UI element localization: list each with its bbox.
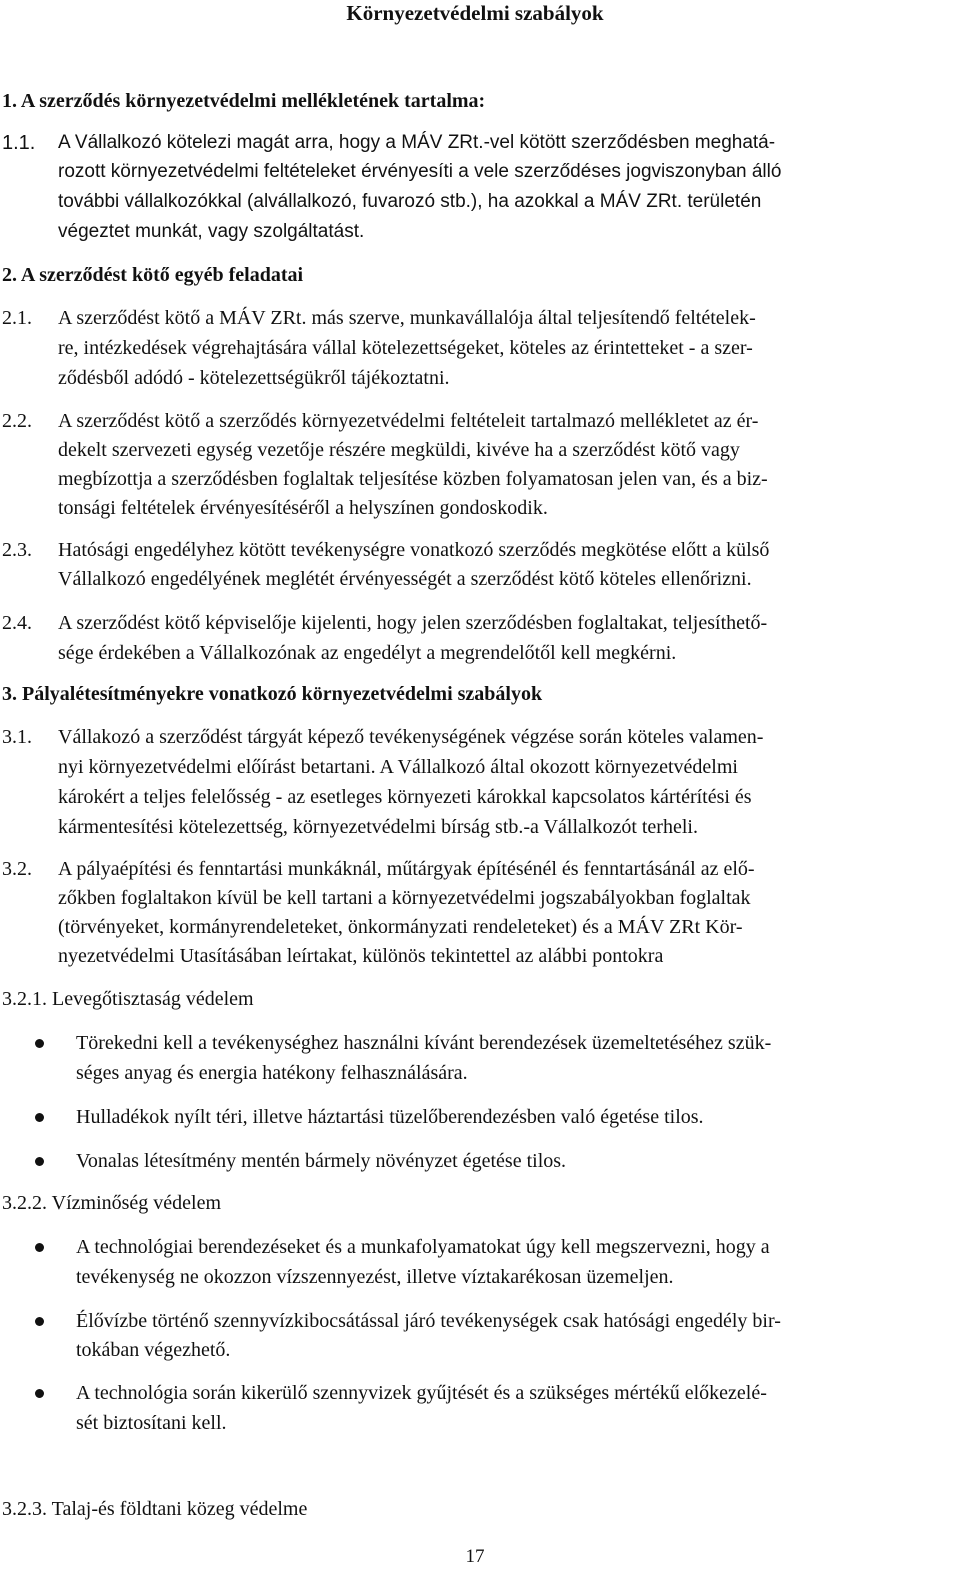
item-1-1-line: rozott környezetvédelmi feltételeket érvényesíti a vele szerződéses jogviszonyban álló — [58, 161, 782, 182]
section-1-heading: 1. A szerződés környezetvédelmi mellékletének tartalma: — [2, 90, 486, 112]
item-2-4-line: A szerződést kötő képviselője kijelenti, hogy jelen szerződésben foglaltakat, teljesíthető- — [58, 612, 768, 634]
bullet-item-line: A technológia során kikerülő szennyvizek gyűjtését és a szükséges mértékű előkezelé- — [76, 1382, 767, 1404]
bullet-icon — [35, 1317, 44, 1326]
item-3-1-line: károkért a teljes felelősség - az esetleges környezeti károkkal kapcsolatos kártérítési és — [58, 786, 752, 808]
subsection-3-2-2-heading: 3.2.2. Vízminőség védelem — [2, 1192, 222, 1214]
item-1-1-line: végeztet munkát, vagy szolgáltatást. — [58, 221, 365, 242]
item-2-1-line: ződésből adódó - kötelezettségükről tájékoztatni. — [58, 367, 450, 389]
bullet-item-line: Vonalas létesítmény mentén bármely növényzet égetése tilos. — [76, 1150, 567, 1172]
subsection-3-2-1-heading: 3.2.1. Levegőtisztaság védelem — [2, 988, 254, 1010]
bullet-item-line: Hulladékok nyílt téri, illetve háztartási tüzelőberendezésben való égetése tilos. — [76, 1106, 704, 1128]
section-2-heading: 2. A szerződést kötő egyéb feladatai — [2, 264, 304, 286]
item-2-2-line: dekelt szervezeti egység vezetője részére megküldi, kivéve ha a szerződést kötő vagy — [58, 439, 740, 461]
item-2-3-line: Hatósági engedélyhez kötött tevékenységre vonatkozó szerződés megkötése előtt a külső — [58, 539, 770, 561]
item-3-1-line: Vállakozó a szerződést tárgyát képező tevékenységének végzése során köteles valamen- — [58, 726, 764, 748]
item-2-1-line: re, intézkedések végrehajtására vállal kötelezettségeket, köteles az érintetteket - a szer- — [58, 337, 753, 359]
item-3-2-line: zőkben foglaltakon kívül be kell tartani a környezetvédelmi jogszabályokban foglaltak — [58, 887, 751, 909]
bullet-item-line: séges anyag és energia hatékony felhasználására. — [76, 1062, 468, 1084]
item-2-2-line: A szerződést kötő a szerződés környezetvédelmi feltételeit tartalmazó mellékletet az ér- — [58, 410, 759, 432]
bullet-item-line: Élővízbe történő szennyvízkibocsátással járó tevékenységek csak hatósági engedély bir- — [76, 1310, 781, 1332]
item-2-4-line: sége érdekében a Vállalkozónak az engedélyt a megrendelőtől kell megkérni. — [58, 642, 677, 664]
bullet-icon — [35, 1243, 44, 1252]
section-3-heading: 3. Pályalétesítményekre vonatkozó környezetvédelmi szabályok — [2, 683, 543, 705]
item-3-2-number: 3.2. — [2, 858, 32, 880]
bullet-item-line: Törekedni kell a tevékenységhez használni kívánt berendezések üzemeltetéséhez szük- — [76, 1032, 772, 1054]
item-3-2-line: A pályaépítési és fenntartási munkáknál, műtárgyak építésénél és fenntartásánál az elő- — [58, 858, 755, 880]
bullet-item-line: tevékenység ne okozzon vízszennyezést, illetve víztakarékosan üzemeljen. — [76, 1266, 674, 1288]
bullet-item-line: sét biztosítani kell. — [76, 1412, 227, 1434]
subsection-3-2-3-heading: 3.2.3. Talaj-és földtani közeg védelme — [2, 1498, 308, 1520]
item-2-1-line: A szerződést kötő a MÁV ZRt. más szerve, munkavállalója által teljesítendő feltételek- — [58, 307, 756, 329]
item-3-2-line: (törvényeket, kormányrendeleteket, önkormányzati rendeleteket) és a MÁV ZRt Kör- — [58, 916, 743, 938]
item-3-1-line: kármentesítési kötelezettség, környezetvédelmi bírság stb.-a Vállalkozót terheli. — [58, 816, 698, 838]
item-2-3-line: Vállalkozó engedélyének meglétét érvényességét a szerződést kötő köteles ellenőrizni. — [58, 568, 752, 590]
item-1-1-line: A Vállalkozó kötelezi magát arra, hogy a MÁV ZRt.-vel kötött szerződésben meghatá- — [58, 132, 776, 153]
item-3-1-line: nyi környezetvédelmi előírást betartani. A Vállalkozó által okozott környezetvédelmi — [58, 756, 738, 778]
bullet-icon — [35, 1157, 44, 1166]
item-2-2-line: tonsági feltételek érvényesítéséről a helyszínen gondoskodik. — [58, 497, 548, 519]
bullet-item-line: A technológiai berendezéseket és a munkafolyamatokat úgy kell megszervezni, hogy a — [76, 1236, 770, 1258]
item-2-3-number: 2.3. — [2, 539, 32, 561]
bullet-icon — [35, 1039, 44, 1048]
bullet-icon — [35, 1113, 44, 1122]
item-1-1-number: 1.1. — [2, 132, 36, 154]
item-3-1-number: 3.1. — [2, 726, 32, 748]
bullet-item-line: tokában végezhető. — [76, 1339, 231, 1361]
page-title: Környezetvédelmi szabályok — [346, 1, 604, 25]
page-number: 17 — [465, 1546, 485, 1567]
item-2-1-number: 2.1. — [2, 307, 32, 329]
item-2-2-number: 2.2. — [2, 410, 32, 432]
item-2-2-line: megbízottja a szerződésben foglaltak teljesítése közben folyamatosan jelen van, és a biz- — [58, 468, 768, 490]
bullet-icon — [35, 1389, 44, 1398]
item-3-2-line: nyezetvédelmi Utasításában leírtakat, különös tekintettel az alábbi pontokra — [58, 945, 664, 967]
item-1-1-line: további vállalkozókkal (alvállalkozó, fuvarozó stb.), ha azokkal a MÁV ZRt. területén — [58, 191, 762, 212]
item-2-4-number: 2.4. — [2, 612, 32, 634]
